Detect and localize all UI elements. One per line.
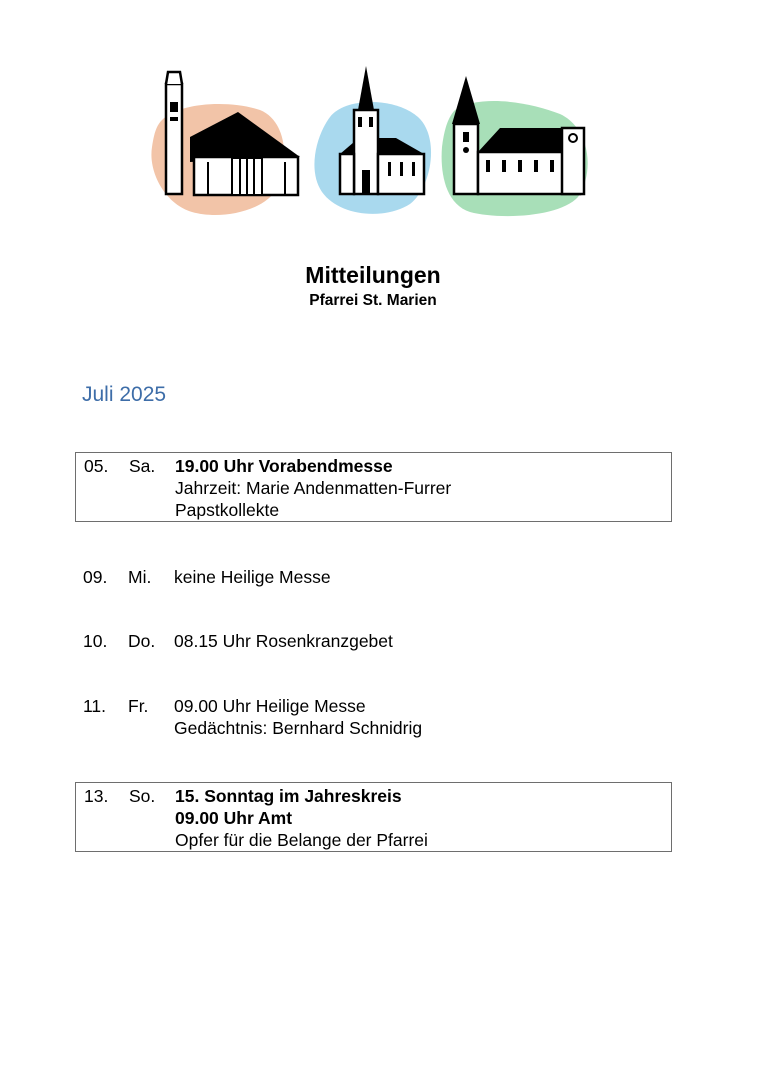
entry-date: 09. — [83, 567, 108, 587]
entry-line: keine Heilige Messe — [174, 567, 331, 587]
entry-date: 05. — [84, 456, 109, 476]
schedule-entry — [75, 630, 672, 652]
entry-line: Jahrzeit: Marie Andenmatten-Furrer — [175, 478, 452, 498]
entry-weekday: So. — [129, 786, 156, 806]
entry-weekday: Mi. — [128, 567, 152, 587]
church-romanesque-icon — [442, 76, 588, 216]
entry-date: 10. — [83, 631, 108, 651]
schedule-entry — [75, 695, 672, 739]
month-heading: Juli 2025 — [82, 383, 167, 406]
schedule-entry — [75, 452, 672, 522]
entry-date: 11. — [83, 696, 107, 716]
page-title: Mitteilungen — [305, 262, 441, 288]
entry-line: Papstkollekte — [175, 500, 280, 520]
entry-weekday: Sa. — [129, 456, 156, 476]
entry-date: 13. — [84, 786, 109, 806]
entry-line: 15. Sonntag im Jahreskreis — [175, 786, 402, 806]
entry-line: 08.15 Uhr Rosenkranzgebet — [174, 631, 393, 651]
entry-weekday: Do. — [128, 631, 156, 651]
church-modern-icon — [151, 72, 300, 215]
entry-line: 09.00 Uhr Heilige Messe — [174, 696, 366, 716]
schedule-entry — [75, 566, 672, 588]
entry-line: Gedächtnis: Bernhard Schnidrig — [174, 718, 423, 738]
entry-line: 19.00 Uhr Vorabendmesse — [175, 456, 393, 476]
entry-weekday: Fr. — [128, 696, 149, 716]
entry-line: Opfer für die Belange der Pfarrei — [175, 830, 428, 850]
schedule-entry — [75, 782, 672, 852]
church-baroque-icon — [314, 66, 431, 214]
parish-name: Pfarrei St. Marien — [309, 292, 437, 309]
parish-logo — [150, 62, 600, 222]
entry-line: 09.00 Uhr Amt — [175, 808, 293, 828]
